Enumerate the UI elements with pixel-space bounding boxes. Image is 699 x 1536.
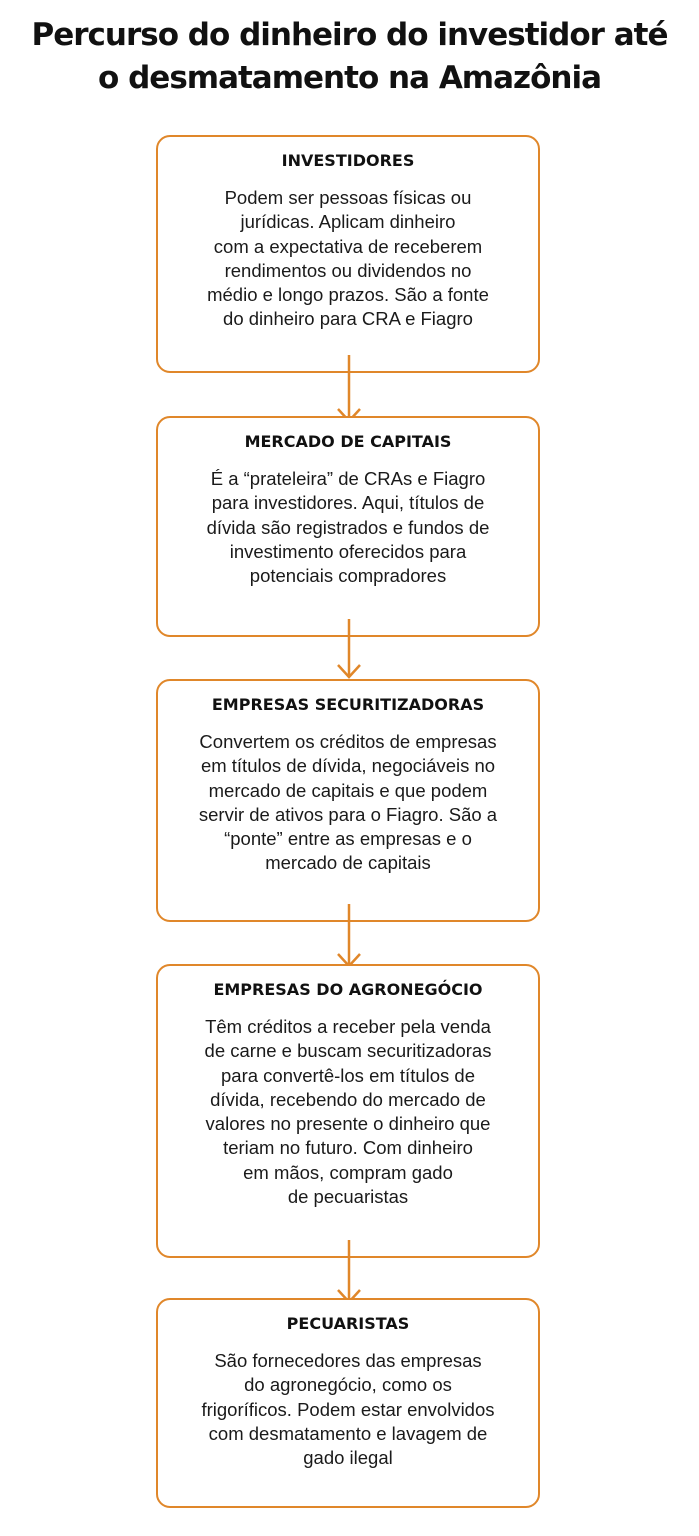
step-description <box>158 1015 538 1209</box>
step-heading: PECUARISTAS <box>286 1314 410 1333</box>
diagram-title-line-2: o desmatamento na Amazônia <box>98 60 601 96</box>
step-heading: INVESTIDORES <box>281 151 415 170</box>
step-description-line: É a “prateleira” de CRAs e Fiagro <box>210 468 486 489</box>
step-heading: EMPRESAS DO AGRONEGÓCIO <box>213 980 483 999</box>
arrow-down-icon <box>336 1240 362 1306</box>
step-description-line: com desmatamento e lavagem de <box>208 1422 488 1444</box>
step-description-line: de pecuaristas <box>287 1186 409 1208</box>
step-heading: EMPRESAS SECURITIZADORAS <box>211 695 485 714</box>
step-description <box>158 730 538 876</box>
step-description <box>158 1349 538 1470</box>
step-heading: MERCADO DE CAPITAIS <box>244 432 452 451</box>
step-box-mercado-de-capitais <box>156 416 540 637</box>
step-description-line: com a expectativa de receberem <box>213 235 483 257</box>
step-description-line: Convertem os créditos de empresas <box>199 731 497 752</box>
step-description <box>158 467 538 588</box>
step-description-line: frigoríficos. Podem estar envolvidos <box>201 1398 495 1420</box>
step-description-line: Podem ser pessoas físicas ou <box>224 187 472 208</box>
step-box-pecuaristas <box>156 1298 540 1508</box>
diagram-title <box>0 14 699 100</box>
arrow-down-icon <box>336 619 362 681</box>
step-description-line: “ponte” entre as empresas e o <box>224 828 472 850</box>
step-description-line: mercado de capitais <box>265 852 431 874</box>
arrow-down-icon <box>336 904 362 970</box>
diagram-title-line-1: Percurso do dinheiro do investidor até <box>31 17 668 53</box>
step-description-line: rendimentos ou dividendos no <box>224 259 472 281</box>
step-description-line: em títulos de dívida, negociáveis no <box>200 755 496 777</box>
step-description-line: potenciais compradores <box>249 565 447 587</box>
step-description-line: dívida são registrados e fundos de <box>206 516 490 538</box>
step-description-line: investimento oferecidos para <box>229 540 467 562</box>
step-description-line: valores no presente o dinheiro que <box>205 1113 491 1135</box>
step-description-line: para investidores. Aqui, títulos de <box>211 492 485 514</box>
step-description-line: jurídicas. Aplicam dinheiro <box>240 211 456 233</box>
step-description-line: gado ilegal <box>303 1447 393 1469</box>
arrow-down-icon <box>336 355 362 425</box>
step-box-investidores <box>156 135 540 373</box>
step-description-line: Têm créditos a receber pela venda <box>205 1016 491 1037</box>
step-description <box>158 186 538 332</box>
step-description-line: mercado de capitais e que podem <box>208 779 488 801</box>
step-box-empresas-do-agronegocio <box>156 964 540 1258</box>
step-description-line: do dinheiro para CRA e Fiagro <box>223 308 473 330</box>
step-description-line: de carne e buscam securitizadoras <box>204 1040 492 1062</box>
step-description-line: São fornecedores das empresas <box>214 1350 482 1371</box>
step-description-line: teriam no futuro. Com dinheiro <box>223 1137 473 1159</box>
step-box-empresas-securitizadoras <box>156 679 540 922</box>
step-description-line: para convertê-los em títulos de <box>221 1064 475 1086</box>
step-description-line: dívida, recebendo do mercado de <box>210 1088 486 1110</box>
step-description-line: em mãos, compram gado <box>243 1161 453 1183</box>
step-description-line: médio e longo prazos. São a fonte <box>207 284 489 306</box>
step-description-line: do agronegócio, como os <box>244 1374 452 1396</box>
step-description-line: servir de ativos para o Fiagro. São a <box>198 803 498 825</box>
